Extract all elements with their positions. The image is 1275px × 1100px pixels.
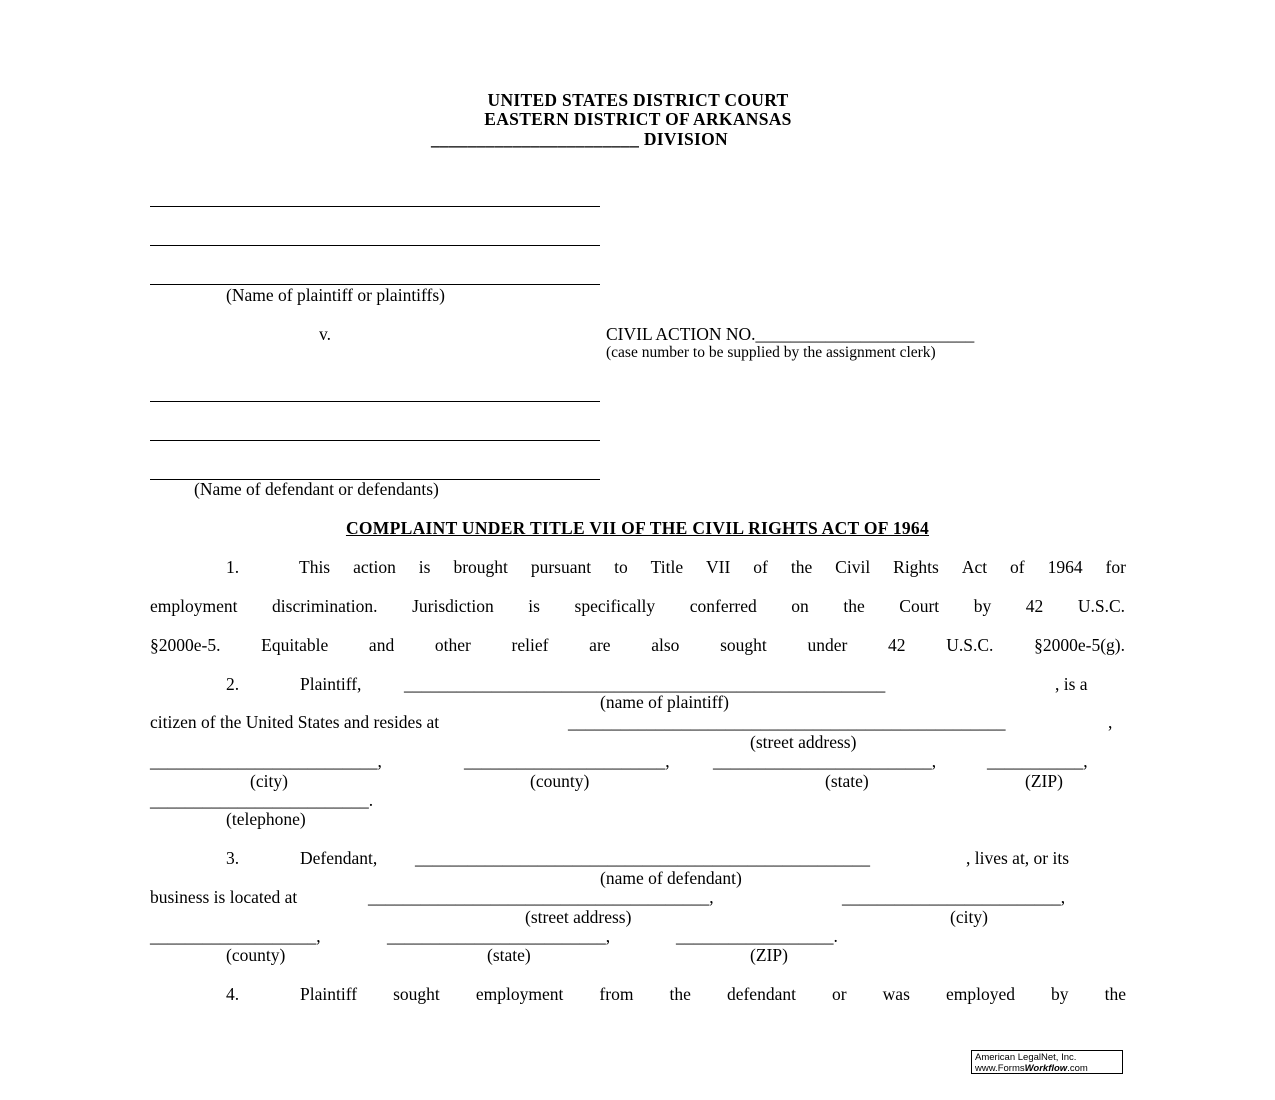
para4-number: 4. [226, 984, 240, 1004]
para3-city-hint: (city) [950, 907, 988, 927]
para2-citizen-prefix: citizen of the United States and resides at [150, 712, 440, 732]
para2-number: 2. [226, 674, 240, 694]
defendant-name-line-2[interactable] [150, 440, 600, 441]
badge-line2-suffix: .com [1067, 1063, 1088, 1074]
division-line [431, 129, 728, 149]
division-blank[interactable]: _______________________ [431, 129, 640, 149]
defendant-name-line-1[interactable] [150, 401, 600, 402]
para2-phone-blank[interactable]: _________________________. [150, 790, 374, 810]
badge-line2 [975, 1063, 1119, 1074]
para3-number: 3. [226, 848, 240, 868]
para2-street-comma: , [1108, 712, 1113, 732]
para2-zip-blank[interactable]: ___________, [987, 751, 1088, 771]
para3-street-hint: (street address) [525, 907, 632, 927]
para1-line3: §2000e-5. Equitable and other relief are also sought under 42 U.S.C. §2000e-5(g). [150, 635, 1125, 655]
civil-action-blank[interactable]: _________________________ [755, 324, 975, 344]
para2-name-hint: (name of plaintiff) [600, 692, 729, 712]
para2-state-hint: (state) [825, 771, 869, 791]
para2-street-blank[interactable]: __________________________________________________ [568, 712, 1006, 732]
civil-action-label: CIVIL ACTION NO. [606, 324, 756, 344]
para2-street-hint: (street address) [750, 732, 857, 752]
american-legalnet-badge [971, 1050, 1123, 1074]
para2-state-blank[interactable]: _________________________, [713, 751, 937, 771]
para3-defendant-blank[interactable]: ____________________________________________________ [415, 848, 870, 868]
civil-action-note: (case number to be supplied by the assignment clerk) [606, 344, 936, 361]
para2-county-hint: (county) [530, 771, 590, 791]
para2-city-hint: (city) [250, 771, 288, 791]
plaintiff-label: (Name of plaintiff or plaintiffs) [226, 285, 446, 305]
para3-county-hint: (county) [226, 945, 286, 965]
para3-business-prefix: business is located at [150, 887, 298, 907]
para1-line2: employment discrimination. Jurisdiction is specifically conferred on the Court by 42 U.S.C. [150, 596, 1125, 616]
court-name: UNITED STATES DISTRICT COURT [487, 90, 789, 110]
para2-phone-hint: (telephone) [226, 809, 306, 829]
para3-state-blank[interactable]: _________________________, [387, 926, 611, 946]
plaintiff-name-line-1[interactable] [150, 206, 600, 207]
para1-line1: This action is brought pursuant to Title VII of the Civil Rights Act of 1964 for [299, 557, 1126, 577]
complaint-title: COMPLAINT UNDER TITLE VII OF THE CIVIL RIGHTS ACT OF 1964 [345, 518, 930, 538]
para3-street-blank[interactable]: _______________________________________, [368, 887, 714, 907]
para2-plaintiff-blank[interactable]: _______________________________________________________ [404, 674, 886, 694]
para2-zip-hint: (ZIP) [1025, 771, 1063, 791]
para3-zip-hint: (ZIP) [750, 945, 788, 965]
badge-line2-prefix: www.Forms [975, 1063, 1025, 1074]
plaintiff-name-line-2[interactable] [150, 245, 600, 246]
versus: v. [319, 324, 331, 344]
para4-line1: Plaintiff sought employment from the defendant or was employed by the [300, 984, 1126, 1004]
para3-name-hint: (name of defendant) [600, 868, 742, 888]
defendant-label: (Name of defendant or defendants) [194, 479, 439, 499]
para3-defendant-prefix: Defendant, [300, 848, 378, 868]
para3-state-hint: (state) [487, 945, 531, 965]
badge-line1: American LegalNet, Inc. [975, 1052, 1077, 1063]
para3-county-blank[interactable]: ___________________, [150, 926, 321, 946]
para2-city-blank[interactable]: __________________________, [150, 751, 382, 771]
para2-plaintiff-prefix: Plaintiff, [300, 674, 362, 694]
civil-action-line [606, 324, 974, 344]
para3-zip-blank[interactable]: __________________. [676, 926, 838, 946]
district-name: EASTERN DISTRICT OF ARKANSAS [484, 109, 792, 129]
para1-number: 1. [226, 557, 240, 577]
para2-county-blank[interactable]: _______________________, [464, 751, 670, 771]
para3-city-blank[interactable]: _________________________, [842, 887, 1066, 907]
para2-plaintiff-suffix: , is a [1055, 674, 1088, 694]
para3-defendant-suffix: , lives at, or its [966, 848, 1070, 868]
division-label: DIVISION [643, 129, 728, 149]
badge-line2-italic: Workflow [1024, 1063, 1068, 1074]
